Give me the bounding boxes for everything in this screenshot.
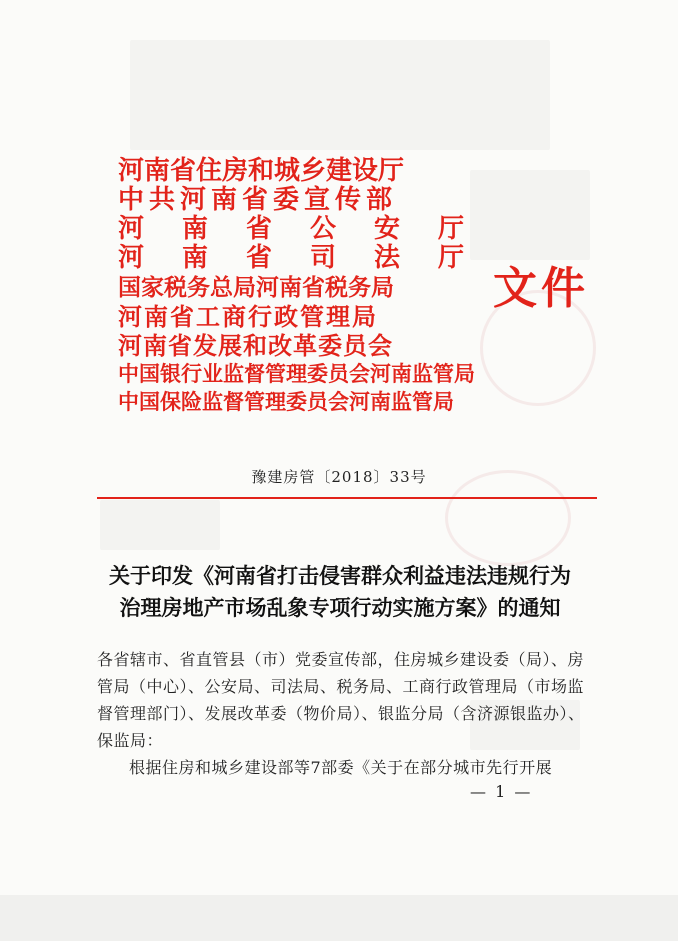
issuer-line: 河南省司法厅 [118,243,503,273]
document-label: 文件 [493,263,589,314]
recipients-paragraph: 各省辖市、省直管县（市）党委宣传部，住房城乡建设委（局）、房管局（中心）、公安局、司法局、税务局、工商行政管理局（市场监督管理部门）、发展改革委（物价局）、银监分局（含济源银监办）、保监局： [97,650,585,750]
issuer-line: 中国保险监督管理委员会河南监管局 [118,389,454,414]
bleed-through-block [130,40,550,150]
body-paragraph: 根据住房和城乡建设部等7部委《关于在部分城市先行开展 [129,758,553,777]
document-title [60,560,620,624]
issuer-line: 河南省发展和改革委员会 [118,331,393,360]
next-page-edge [0,895,678,941]
red-divider-line [97,497,597,499]
issuer-line: 河南省工商行政管理局 [118,302,378,331]
issuer-line: 河南省住房和城乡建设厅 [118,156,405,186]
issuer-line: 中国银行业监督管理委员会河南监管局 [118,361,475,386]
issuer-line: 中共河南省委宣传部 [118,185,398,215]
title-line: 治理房地产市场乱象专项行动实施方案》的通知 [119,595,561,620]
title-line: 关于印发《河南省打击侵害群众利益违法违规行为 [109,563,571,588]
issuer-line: 国家税务总局河南省税务局 [118,274,394,301]
issuer-line: 河南省公安厅 [118,214,503,244]
document-number: 豫建房管〔2018〕33号 [251,468,427,486]
page-number: — 1 — [470,782,533,801]
document-body [97,646,597,781]
bleed-through-block [100,500,220,550]
issuer-list [118,156,503,416]
